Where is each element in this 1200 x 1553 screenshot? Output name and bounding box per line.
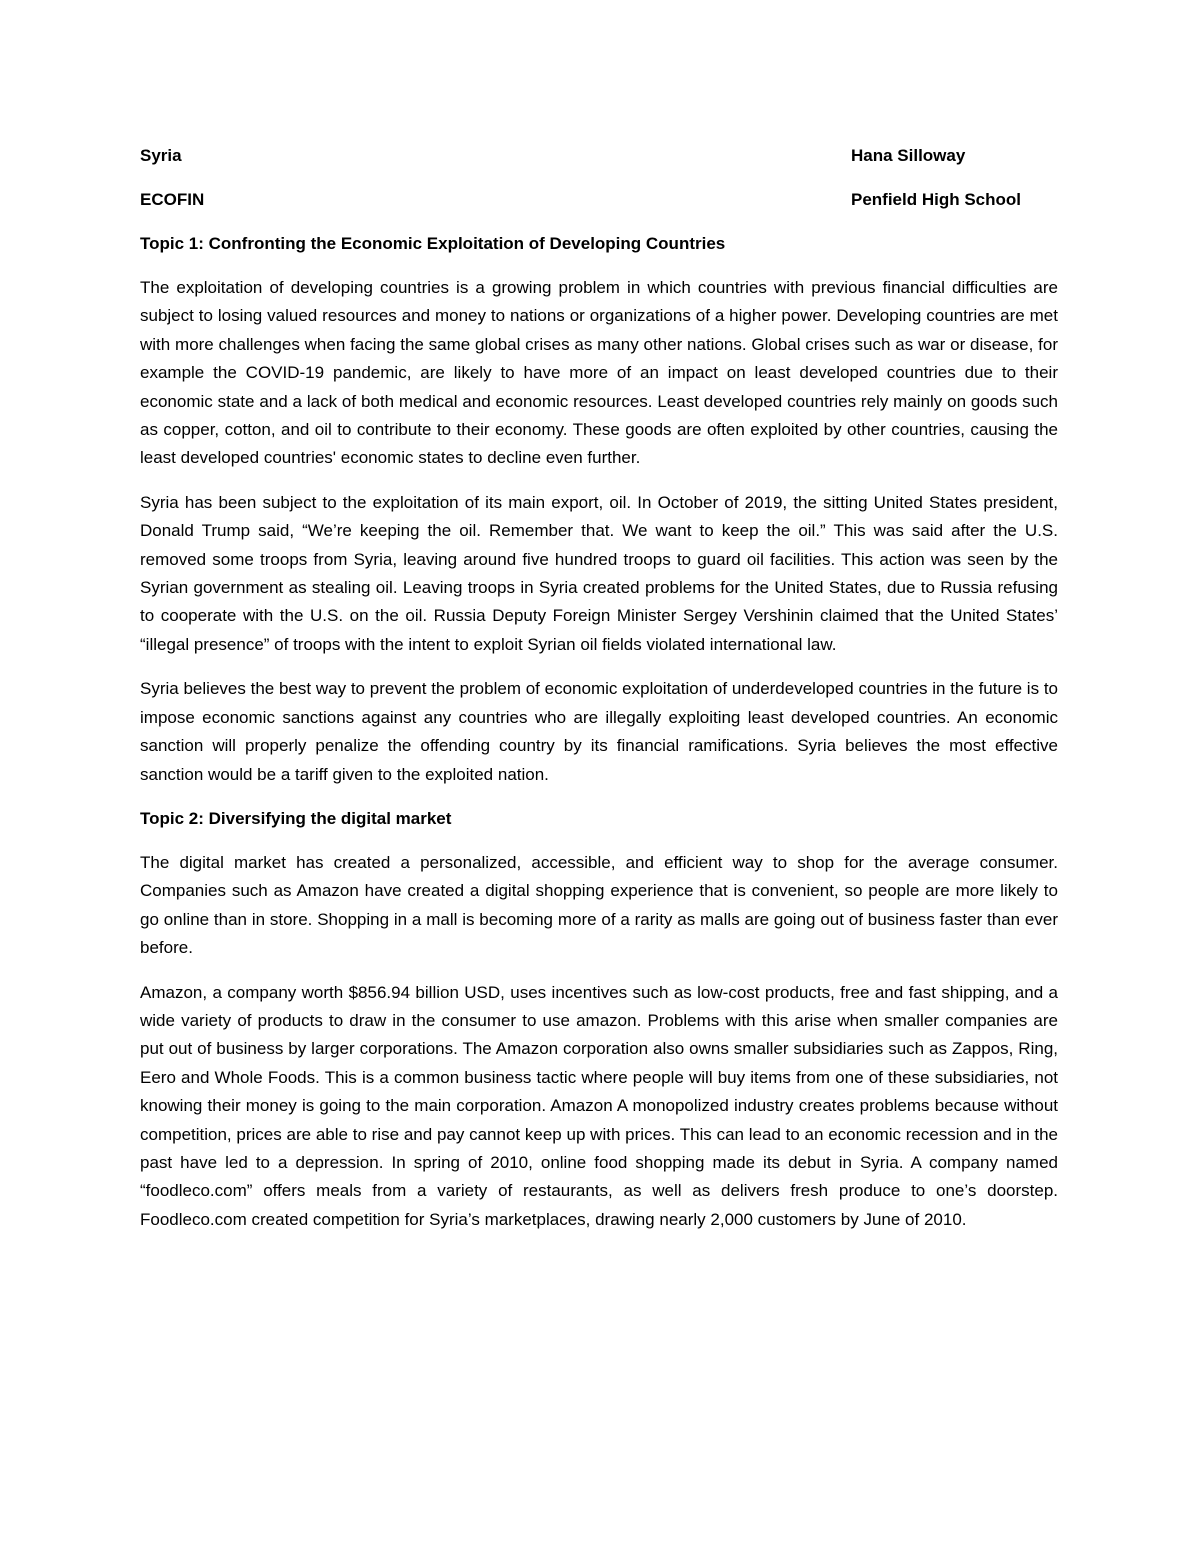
author-name: Hana Silloway xyxy=(851,146,966,165)
topic1-paragraph-1: The exploitation of developing countries is a growing problem in which countries with previous financial difficulties are subject to losing valued resources and money to nations or organizations of a higher power. Developing countries are met with more challenges when facing the same global crises as many other nations. Global crises such as war or disease, for example the COVID-19 pandemic, are likely to have more of an impact on least developed countries due to their economic state and a lack of both medical and economic resources. Least developed countries rely mainly on goods such as copper, cotton, and oil to contribute to their economy. These goods are often exploited by other countries, causing the least developed countries' economic states to decline even further. xyxy=(140,278,1058,468)
topic2-paragraph-2: Amazon, a company worth $856.94 billion USD, uses incentives such as low-cost products, free and fast shipping, and a wide variety of products to draw in the consumer to use amazon. Problems with this arise when smaller companies are put out of business by larger corporations. The Amazon corporation also owns smaller subsidiaries such as Zappos, Ring, Eero and Whole Foods. This is a common business tactic where people will buy items from one of these subsidiaries, not knowing their money is going to the main corporation. Amazon A monopolized industry creates problems because without competition, prices are able to rise and pay cannot keep up with prices. This can lead to an economic recession and in the past have led to a depression. In spring of 2010, online food shopping made its debut in Syria. A company named “foodleco.com” offers meals from a variety of restaurants, as well as delivers fresh produce to one’s doorstep. Foodleco.com created competition for Syria’s marketplaces, drawing nearly 2,000 customers by June of 2010. xyxy=(140,982,1058,1229)
committee-label: ECOFIN xyxy=(140,190,205,209)
topic1-paragraph-2: Syria has been subject to the exploitation of its main export, oil. In October of 2019, the sitting United States president, Donald Trump said, “We’re keeping the oil. Remember that. We want to keep the oil.” This was said after the U.S. removed some troops from Syria, leaving around five hundred troops to guard oil facilities. This action was seen by the Syrian government as stealing oil. Leaving troops in Syria created problems for the United States, due to Russia refusing to cooperate with the U.S. on the oil. Russia Deputy Foreign Minister Sergey Vershinin claimed that the United States’ “illegal presence” of troops with the intent to exploit Syrian oil fields violated international law. xyxy=(140,492,1058,654)
school-name: Penfield High School xyxy=(851,190,1022,209)
header-row-2 xyxy=(140,186,1058,214)
topic2-paragraph-1: The digital market has created a personalized, accessible, and efficient way to shop for the average consumer. Companies such as Amazon have created a digital shopping experience that is convenient, so people are more likely to go online than in store. Shopping in a mall is becoming more of a rarity as malls are going out of business faster than ever before. xyxy=(140,852,1058,958)
topic1-heading: Topic 1: Confronting the Economic Exploitation of Developing Countries xyxy=(140,234,726,253)
topic1-paragraph-3: Syria believes the best way to prevent the problem of economic exploitation of underdeveloped countries in the future is to impose economic sanctions against any countries who are illegally exploiting least developed countries. An economic sanction will properly penalize the offending country by its financial ramifications. Syria believes the most effective sanction would be a tariff given to the exploited nation. xyxy=(140,679,1058,784)
topic2-heading: Topic 2: Diversifying the digital market xyxy=(140,808,452,828)
document-page xyxy=(140,142,1058,1542)
header-row-1 xyxy=(140,142,1058,170)
country-label: Syria xyxy=(140,146,182,165)
